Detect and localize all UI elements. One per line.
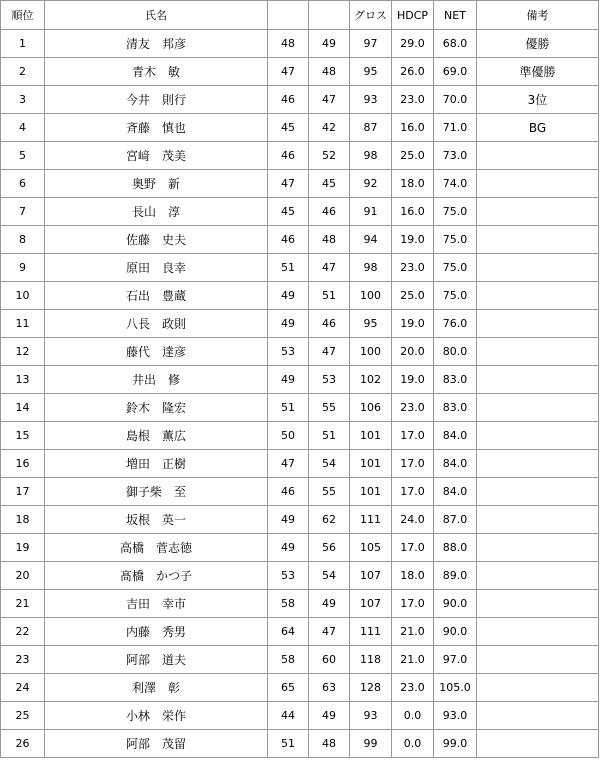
net-cell: 75.0 [434, 282, 477, 310]
remarks-cell [477, 534, 599, 562]
remarks-cell [477, 478, 599, 506]
gross-cell: 97 [350, 30, 392, 58]
gross-cell: 101 [350, 450, 392, 478]
name-cell: 藤代 達彦 [45, 338, 268, 366]
remarks-cell [477, 282, 599, 310]
rank-cell: 23 [1, 646, 45, 674]
in-cell: 51 [309, 422, 350, 450]
rank-cell: 19 [1, 534, 45, 562]
table-row [1, 114, 599, 142]
in-cell: 48 [309, 730, 350, 758]
in-cell: 49 [309, 590, 350, 618]
rank-cell: 15 [1, 422, 45, 450]
hdcp-cell: 17.0 [392, 478, 434, 506]
remarks-cell [477, 226, 599, 254]
rank-cell: 4 [1, 114, 45, 142]
gross-cell: 102 [350, 366, 392, 394]
name-cell: 内藤 秀男 [45, 618, 268, 646]
remarks-cell [477, 422, 599, 450]
name-cell: 御子柴 至 [45, 478, 268, 506]
in-cell: 49 [309, 702, 350, 730]
hdcp-cell: 19.0 [392, 310, 434, 338]
out-cell: 47 [268, 170, 309, 198]
header-hdcp: HDCP [392, 1, 434, 30]
out-cell: 49 [268, 366, 309, 394]
table-row [1, 618, 599, 646]
out-cell: 49 [268, 310, 309, 338]
out-cell: 46 [268, 226, 309, 254]
out-cell: 65 [268, 674, 309, 702]
net-cell: 83.0 [434, 394, 477, 422]
gross-cell: 87 [350, 114, 392, 142]
hdcp-cell: 17.0 [392, 450, 434, 478]
net-cell: 75.0 [434, 226, 477, 254]
header-out [268, 1, 309, 30]
gross-cell: 100 [350, 338, 392, 366]
hdcp-cell: 21.0 [392, 646, 434, 674]
out-cell: 53 [268, 562, 309, 590]
gross-cell: 118 [350, 646, 392, 674]
out-cell: 47 [268, 450, 309, 478]
out-cell: 46 [268, 142, 309, 170]
table-row [1, 254, 599, 282]
gross-cell: 101 [350, 422, 392, 450]
in-cell: 45 [309, 170, 350, 198]
name-cell: 青木 敏 [45, 58, 268, 86]
remarks-cell [477, 450, 599, 478]
gross-cell: 107 [350, 562, 392, 590]
name-cell: 島根 薫広 [45, 422, 268, 450]
in-cell: 48 [309, 58, 350, 86]
out-cell: 64 [268, 618, 309, 646]
in-cell: 46 [309, 198, 350, 226]
hdcp-cell: 19.0 [392, 366, 434, 394]
remarks-cell [477, 310, 599, 338]
rank-cell: 24 [1, 674, 45, 702]
hdcp-cell: 17.0 [392, 534, 434, 562]
table-body [1, 30, 599, 758]
net-cell: 88.0 [434, 534, 477, 562]
net-cell: 80.0 [434, 338, 477, 366]
net-cell: 84.0 [434, 422, 477, 450]
out-cell: 49 [268, 506, 309, 534]
rank-cell: 5 [1, 142, 45, 170]
name-cell: 奥野 新 [45, 170, 268, 198]
in-cell: 47 [309, 338, 350, 366]
name-cell: 高橋 菅志徳 [45, 534, 268, 562]
net-cell: 99.0 [434, 730, 477, 758]
out-cell: 53 [268, 338, 309, 366]
remarks-cell [477, 506, 599, 534]
header-remarks: 備考 [477, 1, 599, 30]
out-cell: 58 [268, 590, 309, 618]
rank-cell: 2 [1, 58, 45, 86]
remarks-cell: 優勝 [477, 30, 599, 58]
in-cell: 55 [309, 478, 350, 506]
net-cell: 89.0 [434, 562, 477, 590]
gross-cell: 107 [350, 590, 392, 618]
remarks-cell [477, 338, 599, 366]
table-row [1, 366, 599, 394]
table-row [1, 674, 599, 702]
remarks-cell [477, 702, 599, 730]
in-cell: 55 [309, 394, 350, 422]
out-cell: 51 [268, 254, 309, 282]
in-cell: 42 [309, 114, 350, 142]
hdcp-cell: 21.0 [392, 618, 434, 646]
in-cell: 54 [309, 562, 350, 590]
out-cell: 48 [268, 30, 309, 58]
rank-cell: 3 [1, 86, 45, 114]
net-cell: 73.0 [434, 142, 477, 170]
remarks-cell [477, 142, 599, 170]
remarks-cell: BG [477, 114, 599, 142]
hdcp-cell: 17.0 [392, 590, 434, 618]
remarks-cell: 準優勝 [477, 58, 599, 86]
table-header [1, 1, 599, 30]
gross-cell: 100 [350, 282, 392, 310]
out-cell: 46 [268, 478, 309, 506]
name-cell: 斉藤 慎也 [45, 114, 268, 142]
hdcp-cell: 17.0 [392, 422, 434, 450]
out-cell: 49 [268, 282, 309, 310]
in-cell: 51 [309, 282, 350, 310]
header-in [309, 1, 350, 30]
net-cell: 76.0 [434, 310, 477, 338]
in-cell: 52 [309, 142, 350, 170]
header-net: NET [434, 1, 477, 30]
hdcp-cell: 18.0 [392, 170, 434, 198]
remarks-cell [477, 254, 599, 282]
table-row [1, 646, 599, 674]
table-row [1, 142, 599, 170]
in-cell: 49 [309, 30, 350, 58]
remarks-cell [477, 618, 599, 646]
remarks-cell [477, 170, 599, 198]
table-row [1, 562, 599, 590]
gross-cell: 95 [350, 310, 392, 338]
table-row [1, 450, 599, 478]
table-row [1, 730, 599, 758]
hdcp-cell: 23.0 [392, 394, 434, 422]
gross-cell: 128 [350, 674, 392, 702]
out-cell: 44 [268, 702, 309, 730]
gross-cell: 101 [350, 478, 392, 506]
out-cell: 46 [268, 86, 309, 114]
table-row [1, 394, 599, 422]
name-cell: 阿部 道夫 [45, 646, 268, 674]
hdcp-cell: 0.0 [392, 702, 434, 730]
net-cell: 75.0 [434, 198, 477, 226]
remarks-cell [477, 674, 599, 702]
net-cell: 70.0 [434, 86, 477, 114]
name-cell: 宮﨑 茂美 [45, 142, 268, 170]
net-cell: 75.0 [434, 254, 477, 282]
in-cell: 63 [309, 674, 350, 702]
rank-cell: 11 [1, 310, 45, 338]
table-row [1, 478, 599, 506]
net-cell: 90.0 [434, 590, 477, 618]
gross-cell: 111 [350, 506, 392, 534]
hdcp-cell: 26.0 [392, 58, 434, 86]
hdcp-cell: 23.0 [392, 674, 434, 702]
gross-cell: 91 [350, 198, 392, 226]
name-cell: 阿部 茂留 [45, 730, 268, 758]
out-cell: 47 [268, 58, 309, 86]
name-cell: 八長 政則 [45, 310, 268, 338]
net-cell: 105.0 [434, 674, 477, 702]
rank-cell: 9 [1, 254, 45, 282]
in-cell: 62 [309, 506, 350, 534]
table-row [1, 58, 599, 86]
gross-cell: 95 [350, 58, 392, 86]
remarks-cell [477, 590, 599, 618]
rank-cell: 8 [1, 226, 45, 254]
hdcp-cell: 18.0 [392, 562, 434, 590]
net-cell: 84.0 [434, 450, 477, 478]
gross-cell: 98 [350, 254, 392, 282]
rank-cell: 18 [1, 506, 45, 534]
name-cell: 佐藤 史夫 [45, 226, 268, 254]
in-cell: 48 [309, 226, 350, 254]
hdcp-cell: 23.0 [392, 254, 434, 282]
out-cell: 45 [268, 114, 309, 142]
net-cell: 93.0 [434, 702, 477, 730]
out-cell: 49 [268, 534, 309, 562]
gross-cell: 93 [350, 86, 392, 114]
out-cell: 51 [268, 730, 309, 758]
rank-cell: 16 [1, 450, 45, 478]
name-cell: 利澤 彰 [45, 674, 268, 702]
rank-cell: 14 [1, 394, 45, 422]
header-name: 氏名 [45, 1, 268, 30]
name-cell: 清友 邦彦 [45, 30, 268, 58]
table-row [1, 30, 599, 58]
rank-cell: 20 [1, 562, 45, 590]
net-cell: 84.0 [434, 478, 477, 506]
table-row [1, 422, 599, 450]
rank-cell: 10 [1, 282, 45, 310]
gross-cell: 105 [350, 534, 392, 562]
name-cell: 小林 栄作 [45, 702, 268, 730]
remarks-cell [477, 730, 599, 758]
table-row [1, 702, 599, 730]
in-cell: 47 [309, 86, 350, 114]
remarks-cell [477, 394, 599, 422]
header-gross: グロス [350, 1, 392, 30]
net-cell: 87.0 [434, 506, 477, 534]
net-cell: 97.0 [434, 646, 477, 674]
name-cell: 坂根 英一 [45, 506, 268, 534]
gross-cell: 98 [350, 142, 392, 170]
net-cell: 69.0 [434, 58, 477, 86]
hdcp-cell: 23.0 [392, 86, 434, 114]
table-row [1, 86, 599, 114]
name-cell: 増田 正樹 [45, 450, 268, 478]
table-row [1, 506, 599, 534]
hdcp-cell: 25.0 [392, 142, 434, 170]
out-cell: 50 [268, 422, 309, 450]
name-cell: 長山 淳 [45, 198, 268, 226]
hdcp-cell: 19.0 [392, 226, 434, 254]
in-cell: 47 [309, 618, 350, 646]
net-cell: 83.0 [434, 366, 477, 394]
name-cell: 石出 豊蔵 [45, 282, 268, 310]
table-row [1, 534, 599, 562]
net-cell: 68.0 [434, 30, 477, 58]
name-cell: 今井 則行 [45, 86, 268, 114]
hdcp-cell: 16.0 [392, 114, 434, 142]
rank-cell: 13 [1, 366, 45, 394]
table-row [1, 338, 599, 366]
rank-cell: 25 [1, 702, 45, 730]
gross-cell: 92 [350, 170, 392, 198]
name-cell: 鈴木 隆宏 [45, 394, 268, 422]
in-cell: 46 [309, 310, 350, 338]
header-row [1, 1, 599, 30]
hdcp-cell: 20.0 [392, 338, 434, 366]
rank-cell: 22 [1, 618, 45, 646]
net-cell: 71.0 [434, 114, 477, 142]
remarks-cell [477, 198, 599, 226]
in-cell: 54 [309, 450, 350, 478]
remarks-cell [477, 562, 599, 590]
out-cell: 58 [268, 646, 309, 674]
table-row [1, 590, 599, 618]
in-cell: 60 [309, 646, 350, 674]
rank-cell: 21 [1, 590, 45, 618]
gross-cell: 99 [350, 730, 392, 758]
name-cell: 髙橋 かつ子 [45, 562, 268, 590]
in-cell: 47 [309, 254, 350, 282]
net-cell: 74.0 [434, 170, 477, 198]
table-row [1, 226, 599, 254]
hdcp-cell: 25.0 [392, 282, 434, 310]
rank-cell: 1 [1, 30, 45, 58]
gross-cell: 111 [350, 618, 392, 646]
remarks-cell [477, 366, 599, 394]
hdcp-cell: 0.0 [392, 730, 434, 758]
remarks-cell: 3位 [477, 86, 599, 114]
rank-cell: 6 [1, 170, 45, 198]
remarks-cell [477, 646, 599, 674]
gross-cell: 94 [350, 226, 392, 254]
hdcp-cell: 16.0 [392, 198, 434, 226]
table-row [1, 170, 599, 198]
hdcp-cell: 29.0 [392, 30, 434, 58]
in-cell: 53 [309, 366, 350, 394]
header-rank: 順位 [1, 1, 45, 30]
rank-cell: 7 [1, 198, 45, 226]
name-cell: 吉田 幸市 [45, 590, 268, 618]
rank-cell: 17 [1, 478, 45, 506]
name-cell: 原田 良幸 [45, 254, 268, 282]
out-cell: 51 [268, 394, 309, 422]
table-row [1, 198, 599, 226]
table-row [1, 310, 599, 338]
name-cell: 井出 修 [45, 366, 268, 394]
rank-cell: 26 [1, 730, 45, 758]
hdcp-cell: 24.0 [392, 506, 434, 534]
out-cell: 45 [268, 198, 309, 226]
table-row [1, 282, 599, 310]
gross-cell: 106 [350, 394, 392, 422]
gross-cell: 93 [350, 702, 392, 730]
net-cell: 90.0 [434, 618, 477, 646]
in-cell: 56 [309, 534, 350, 562]
rank-cell: 12 [1, 338, 45, 366]
